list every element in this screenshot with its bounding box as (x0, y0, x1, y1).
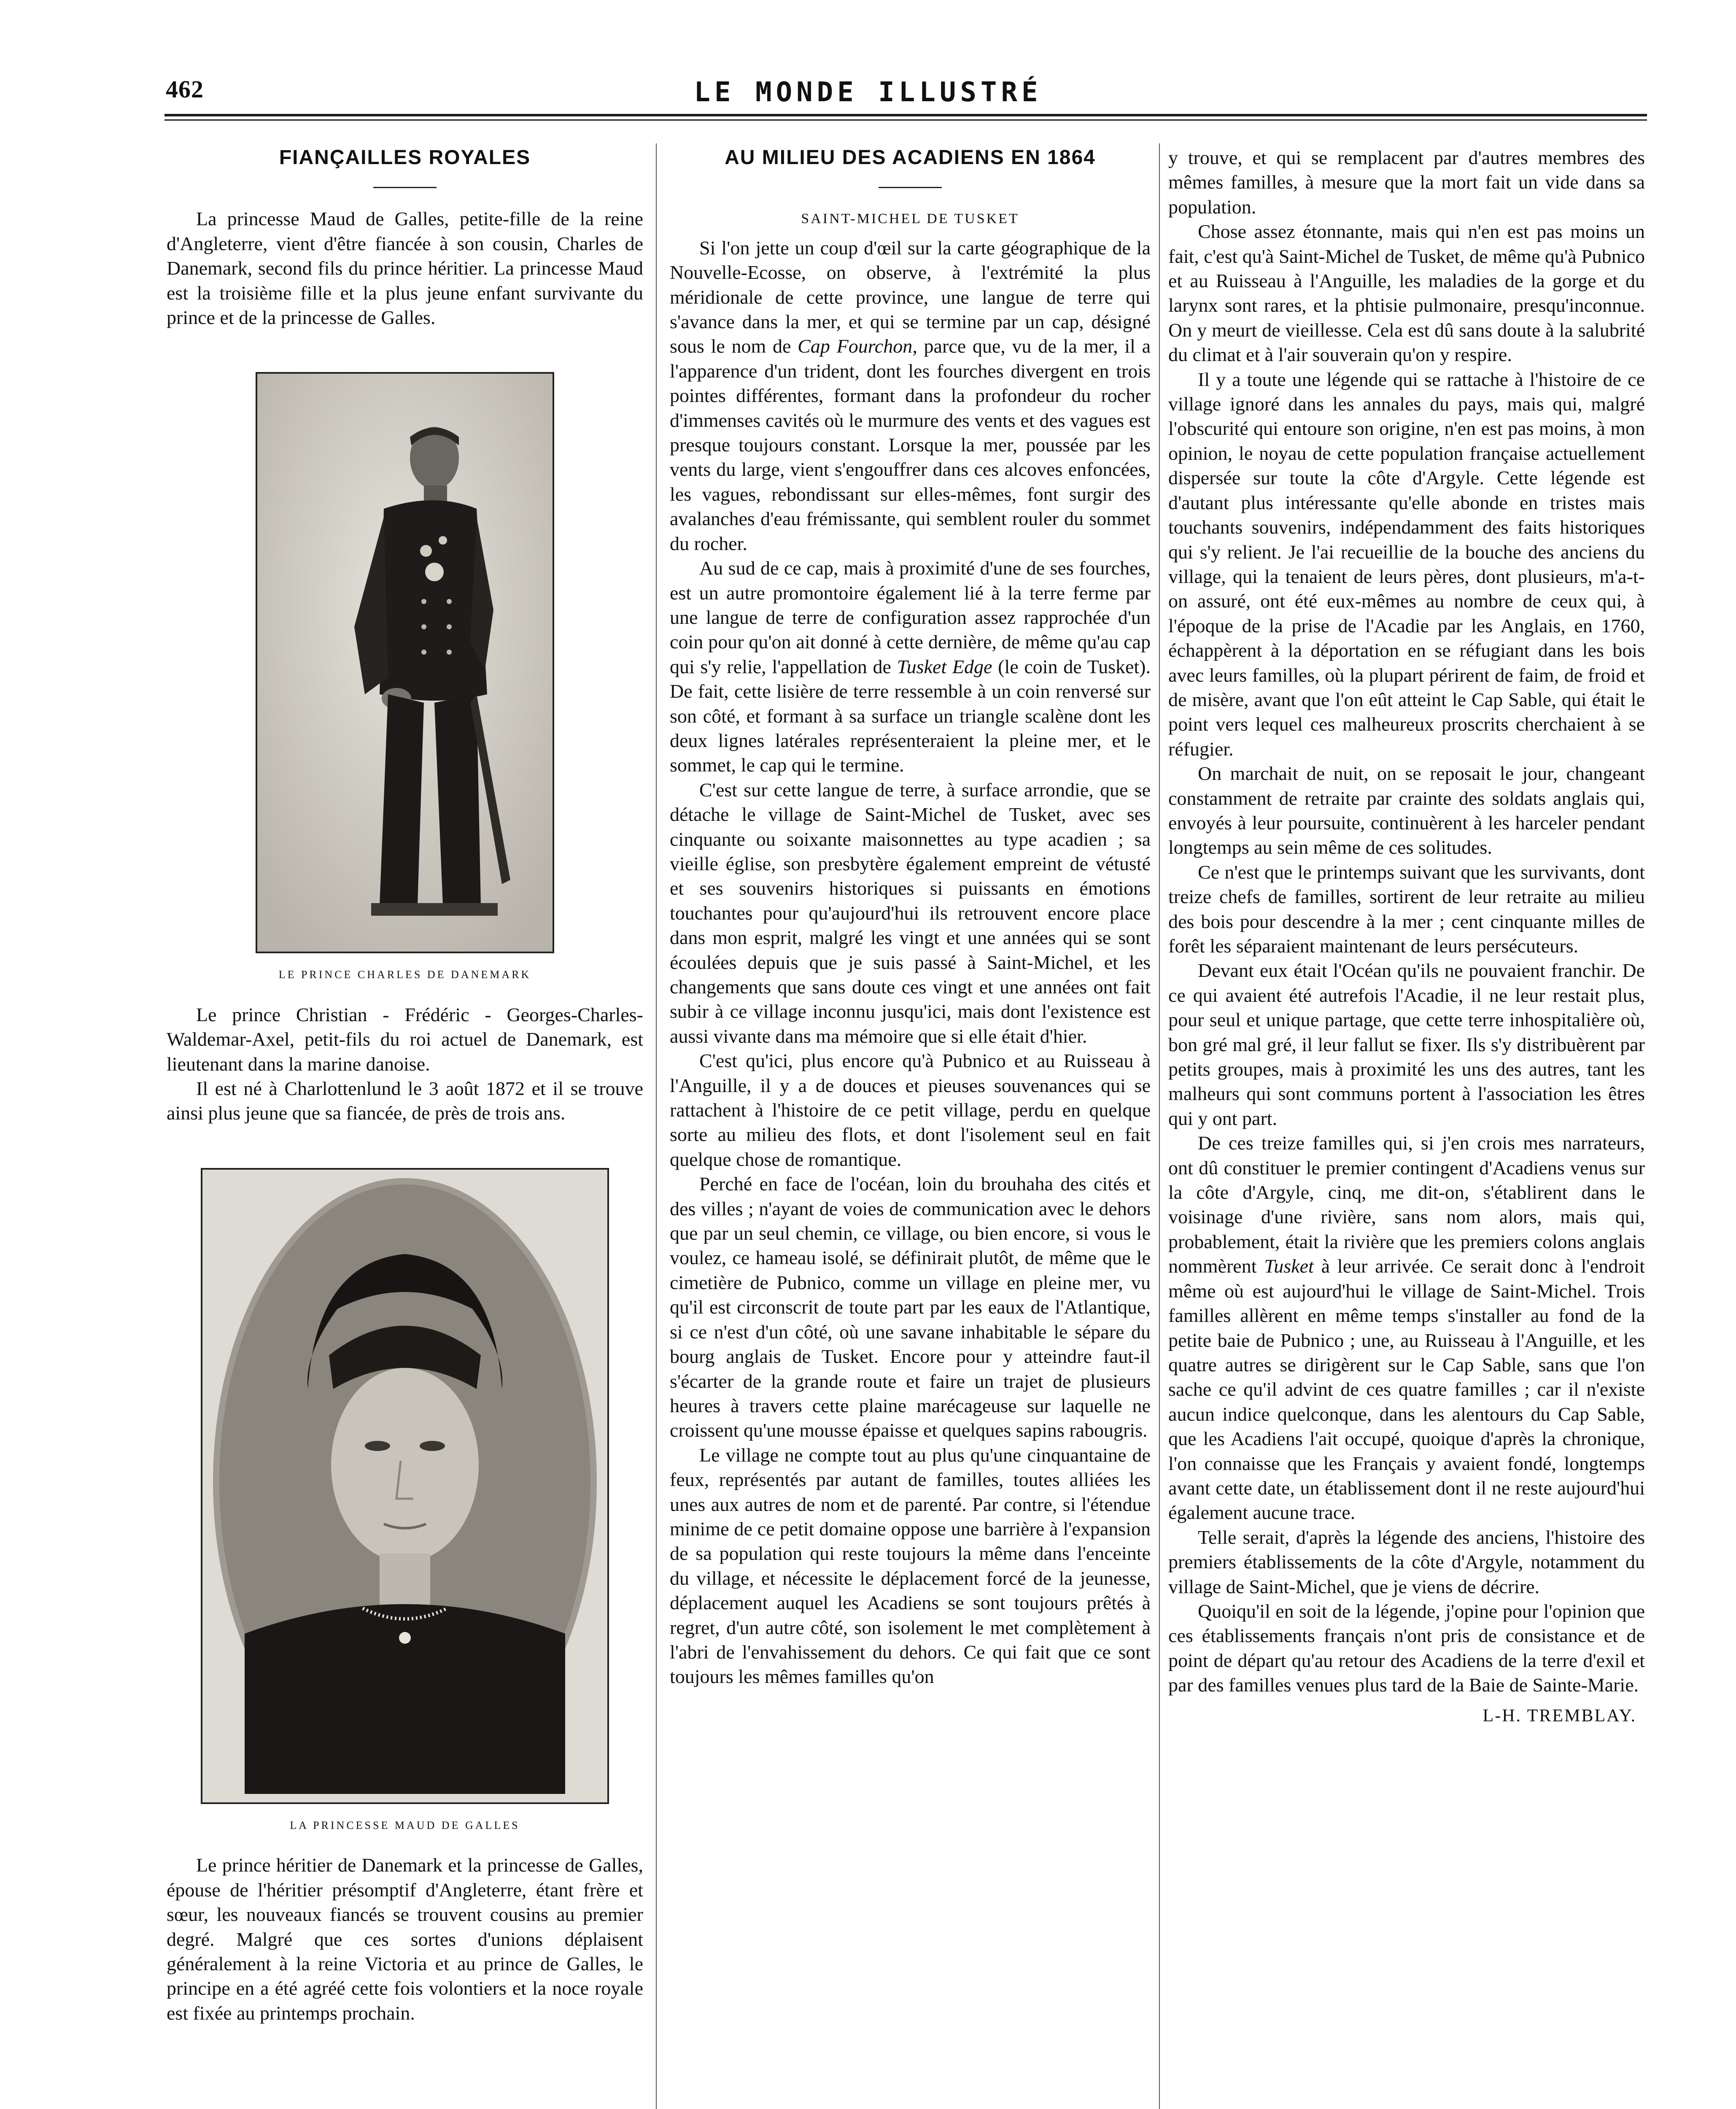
paragraph: On marchait de nuit, on se reposait le jour, changeant constamment de retraite par crainte des soldats anglais qui, envoyés à leur poursuite, continuèrent à les harceler pendant longtemps au sein même de ces solitudes. (1168, 763, 1645, 858)
title-rule (373, 187, 437, 188)
text: , parce que, vu de la mer, il a l'apparence d'un trident, dont les fourches divergent en trois pointes différentes, formant dans la profondeur du rocher d'immenses cavités où le murmure des vents et des vagues est presque toujours constant. Lorsque la mer, poussée par les vents du large, vient s'engouffrer dans ces alcoves enfoncées, les vagues, rebondissant sur elles-mêmes, font surgir des avalanches d'eau frémissante, qui semblent rouler du sommet du rocher. (670, 335, 1151, 554)
paragraph: C'est qu'ici, plus encore qu'à Pubnico et au Ruisseau à l'Anguille, il y a de douces et pieuses souvenances qui se rattachent à l'histoire de ce petit village, perdu en quelque sorte au milieu des flots, et dont l'isolement seul en fait quelque chose de romantique. (670, 1050, 1151, 1170)
text: De ces treize familles qui, si j'en crois mes narrateurs, ont dû constituer le premier contingent d'Acadiens venus sur la côte d'Argyle, cinq, me dit-on, s'établirent dans le voisinage d'une rivière, sans nom alors, mais qui, probablement, était la rivière que les premiers colons anglais nommèrent (1168, 1132, 1645, 1277)
journal-masthead: LE MONDE ILLUSTRÉ (694, 77, 1042, 108)
paragraph (670, 236, 1151, 556)
paragraph: Devant eux était l'Océan qu'ils ne pouvaient franchir. De ce qui avaient été autrefois l'Acadie, il ne leur restait plus, pour seul et unique partage, que cette terre inhospitalière où, bon gré mal gré, il leur fallut se fixer. Ils s'y distribuèrent par petits groupes, mais à proximité les uns des autres, tant les malheurs qui sont communs portent à l'association les êtres qui y ont part. (1168, 960, 1645, 1129)
column-left (167, 146, 643, 2109)
header-rule-bottom (164, 119, 1647, 121)
figure-caption: LE PRINCE CHARLES DE DANEMARK (278, 968, 531, 981)
article-title-fiancailles: FIANÇAILLES ROYALES (279, 146, 531, 169)
paragraph: Le village ne compte tout au plus qu'une cinquantaine de feux, représentés par autant de familles, toutes alliées les unes aux autres de nom et de parenté. Par contre, si l'étendue minime de ce petit domaine oppose une barrière à l'expansion de sa population qui reste toujours la même dans l'enceinte du village, et nécessite le déplacement forcé de la jeunesse, déplacement auquel les Acadiens se sont toujours prêtés à regret, d'un autre côté, son isolement le met complètement à l'abri de l'envahissement du dehors. Ce qui fait que ce sont toujours les mêmes familles qu'on (670, 1444, 1151, 1688)
princess-portrait-image (202, 1170, 607, 1802)
text: Au sud de ce cap, mais à proximité d'une de ses fourches, est un autre promontoire également lié à la terre ferme par une langue de terre de configuration assez rapprochée d'un coin pour qu'on ait donné à cette dernière, de même qu'au cap qui s'y relie, l'appellation de (670, 557, 1151, 677)
paragraph: Telle serait, d'après la légende des anciens, l'histoire des premiers établissements de la côte d'Argyle, notamment du village de Saint-Michel, que je viens de décrire. (1168, 1526, 1645, 1597)
page-number: 462 (166, 76, 204, 103)
paragraph: Le prince Christian - Frédéric - Georges-Charles-Waldemar-Axel, petit-fils du roi actuel de Danemark, est lieutenant dans la marine danoise. (167, 1003, 643, 1075)
column-middle (670, 146, 1151, 2109)
paragraph: Ce n'est que le printemps suivant que les survivants, dont treize chefs de familles, sortirent de leur retraite au milieu des bois pour descendre à la mer ; cent cinquante milles de forêt les séparaient maintenant de leurs persécuteurs. (1168, 861, 1645, 957)
paragraph: Il y a toute une légende qui se rattache à l'histoire de ce village ignoré dans les annales du pays, mais qui, malgré l'obscurité qui entoure son origine, n'en est pas moins, à mon opinion, le noyau de cette population française actuellement dispersée sur toute la côte d'Argyle. Cette légende est d'autant plus intéressante qu'elle abonde en tristes mais touchants souvenirs, indépendamment des faits historiques qui s'y relient. Je l'ai recueillie de la bouche des anciens du village, qui la tenaient de leurs pères, dont plusieurs, m'a-t-on assuré, ont été eux-mêmes au nombre de ceux qui, à l'époque de la prise de l'Acadie par les Anglais, en 1760, échappèrent à la déportation en se réfugiant dans les bois avec leurs familles, où la plupart périrent de faim, de froid et de misère, avant que l'on eût atteint le Cap Sable, qui était le point vers lequel ces malheureux proscrits cherchaient à se réfugier. (1168, 368, 1645, 760)
article-subtitle: SAINT-MICHEL DE TUSKET (801, 211, 1019, 227)
paragraph: Le prince héritier de Danemark et la princesse de Galles, épouse de l'héritier présomptif d'Angleterre, étant frère et sœur, les nouveaux fiancés se trouvent cousins au premier degré. Malgré que ces sortes d'unions déplaisent généralement à la reine Victoria et au prince de Galles, le principe en a été agréé cette fois volontiers et la noce royale est fixée au printemps prochain. (167, 1854, 643, 2024)
paragraph (670, 556, 1151, 778)
text: (le coin de Tusket). De fait, cette lisière de terre ressemble à un coin renversé sur son côté, et formant à sa surface un triangle scalène dont les deux lignes latérales représenteraient la pleine mer, et le sommet, le cap qui le termine. (670, 655, 1151, 776)
portrait-princess-maud (201, 1168, 609, 1804)
paragraph: Quoiqu'il en soit de la légende, j'opine pour l'opinion que ces établissements français n'ont pris de consistance et de point de départ qu'au retour des Acadiens de la terre d'exil et par des familles venues plus tard de la Baie de Sainte-Marie. (1168, 1600, 1645, 1696)
text: Si l'on jette un coup d'œil sur la carte géographique de la Nouvelle-Ecosse, on observe, à l'extrémité la plus méridionale de cette province, une langue de terre qui s'avance dans la mer, et qui se termine par un cap, désigné sous le nom de (670, 237, 1151, 357)
italic-place-name: Tusket (1264, 1255, 1314, 1277)
paragraph (1168, 1131, 1645, 1525)
column-right (1168, 146, 1645, 2109)
paragraph: Il est né à Charlottenlund le 3 août 1872 et il se trouve ainsi plus jeune que sa fiancée, de près de trois ans. (167, 1078, 643, 1124)
figure-caption: LA PRINCESSE MAUD DE GALLES (290, 1819, 520, 1831)
article-title-acadiens: AU MILIEU DES ACADIENS EN 1864 (725, 146, 1096, 169)
text: à leur arrivée. Ce serait donc à l'endroit même où est aujourd'hui le village de Saint-Michel. Trois familles allèrent en même temps s'installer au fond de la petite baie de Pubnico ; une, au Ruisseau à l'Anguille, et les quatre autres se dirigèrent sur le Cap Sable, sans que l'on sache ce qu'il advint de ces quatre familles ; car il n'existe aucun indice quelconque, dans les alentours du Cap Sable, que les Acadiens l'ait occupé, quoique d'après la chronique, l'on connaisse que les Français y avaient fondé, longtemps avant cette date, un établissement dont il ne reste aujourd'hui également aucune trace. (1168, 1255, 1645, 1524)
author-signature: L-H. TREMBLAY. (1483, 1706, 1636, 1726)
paragraph: y trouve, et qui se remplacent par d'autres membres des mêmes familles, à mesure que la mort fait un vide dans sa population. (1168, 147, 1645, 218)
paragraph: La princesse Maud de Galles, petite-fille de la reine d'Angleterre, vient d'être fiancée à son cousin, Charles de Danemark, second fils du prince héritier. La princesse Maud est la troisième fille et la plus jeune enfant survivante du prince et de la princesse de Galles. (167, 208, 643, 329)
portrait-prince-charles (256, 372, 554, 953)
italic-place-name: Cap Fourchon (798, 335, 913, 357)
paragraph: Chose assez étonnante, mais qui n'en est pas moins un fait, c'est qu'à Saint-Michel de Tusket, de même qu'à Pubnico et au Ruisseau à l'Anguille, les maladies de la gorge et du larynx sont rares, et la phtisie pulmonaire, presqu'inconnue. On y meurt de vieillesse. Cela est dû sans doute à la salubrité du climat et à l'air souverain qu'on y respire. (1168, 221, 1645, 366)
column-divider-right (1159, 143, 1160, 2109)
column-divider-left (656, 143, 657, 2109)
prince-portrait-image (257, 374, 553, 952)
paragraph: Perché en face de l'océan, loin du brouhaha des cités et des villes ; n'ayant de voies de communication avec le dehors que par un seul chemin, ce village, ou bien encore, si vous le voulez, ce hameau isolé, se définirait plutôt, de même que le cimetière de Pubnico, comme un village en pleine mer, vu qu'il est circonscrit de toute part par les eaux de l'Atlantique, si ce n'est d'un côté, où une savane inhabitable le sépare du bourg anglais de Tusket. Encore pour y atteindre faut-il s'écarter de la grande route et faire un trajet de plusieurs heures à travers cette plaine marécageuse sur laquelle ne croissent qu'une mousse épaisse et quelques sapins rabougris. (670, 1173, 1151, 1441)
italic-place-name: Tusket Edge (897, 655, 992, 677)
paragraph: C'est sur cette langue de terre, à surface arrondie, que se détache le village de Saint-Michel de Tusket, avec ses cinquante ou soixante maisonnettes au type acadien ; sa vieille église, son presbytère également empreint de vétusté et ses souvenirs historiques si puissants en émotions touchantes pour qu'aujourd'hui ils retrouvent encore place dans mon esprit, malgré les vingt et une années qui se sont écoulées depuis que je suis passé à Saint-Michel, et les changements que sans doute ces vingt et une années ont fait subir à ce village inconnu jusqu'ici, mais dont l'existence est aussi vivante dans ma mémoire que si elle était d'hier. (670, 779, 1151, 1047)
title-rule (879, 187, 942, 188)
header-rule-top (164, 114, 1647, 116)
